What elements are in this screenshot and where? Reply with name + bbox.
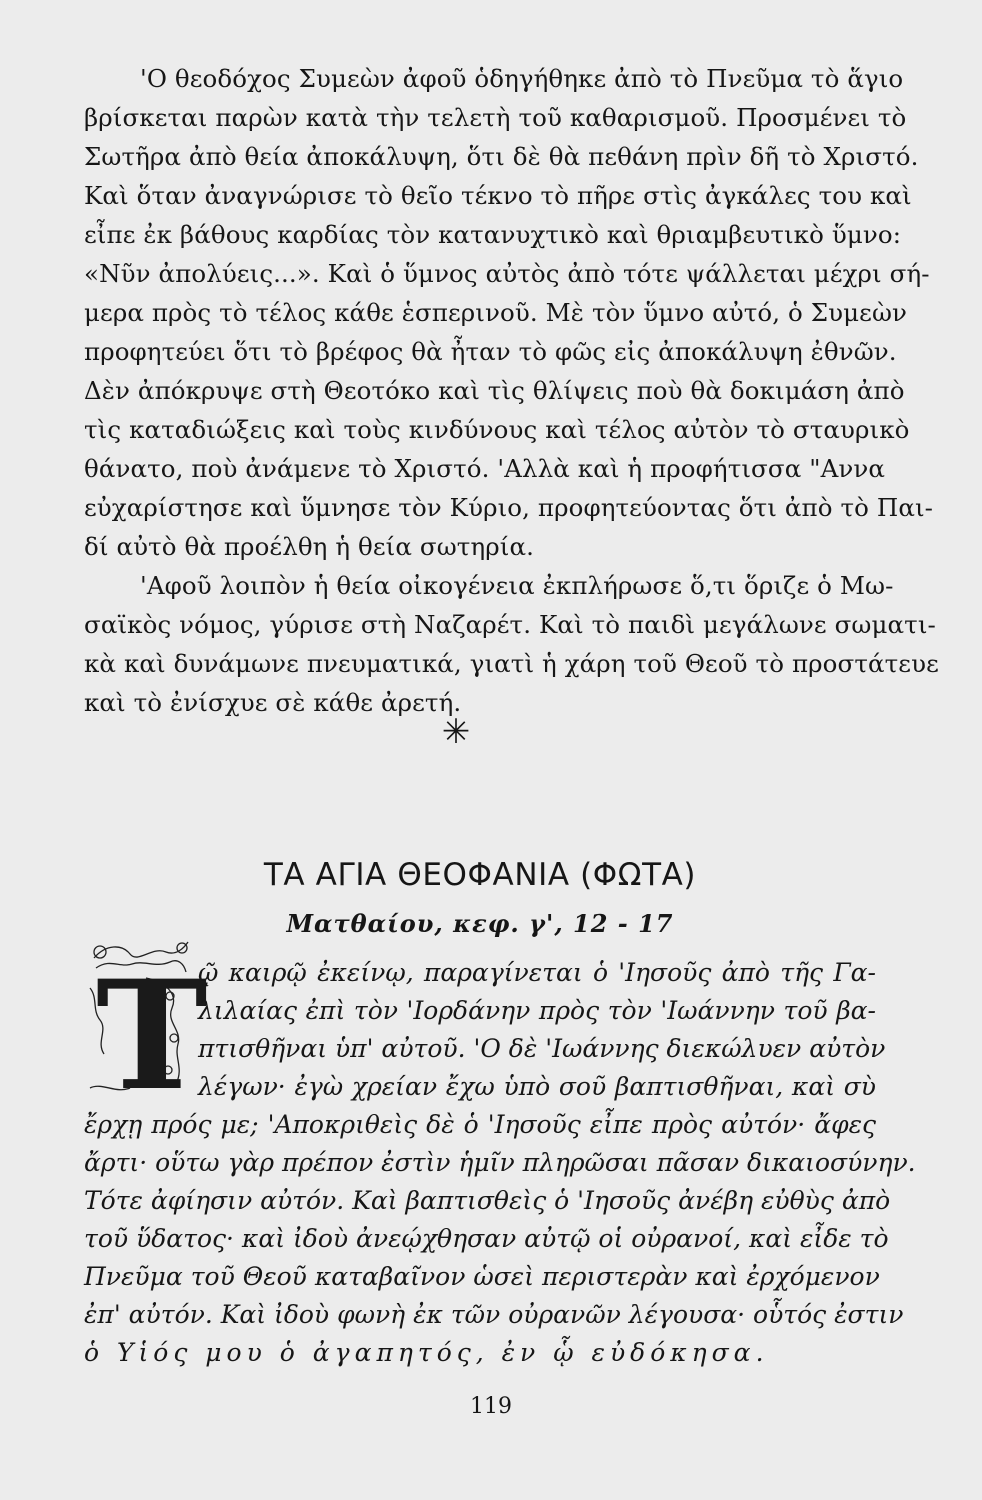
body-line: θάνατο, ποὺ ἀνάμενε τὸ Χριστό. 'Αλλὰ καὶ ἡ προφήτισσα "Αννα (84, 454, 886, 483)
body-line: εἶπε ἐκ βάθους καρδίας τὸν κατανυχτικὸ καὶ θριαμβευτικὸ ὕμνο: (84, 220, 902, 249)
scripture-reference: Ματθαίου, κεφ. γ', 12 - 17 (286, 909, 674, 938)
body-line: 'Ο θεοδόχος Συμεὼν ἀφοῦ ὁδηγήθηκε ἀπὸ τὸ Πνεῦμα τὸ ἅγιο (140, 64, 904, 93)
section-title: ΤΑ ΑΓΙΑ ΘΕΟΦΑΝΙΑ (ΦΩΤΑ) (263, 857, 697, 893)
gospel-line: Τότε ἀφίησιν αὐτόν. Καὶ βαπτισθεὶς ὁ 'Ιησοῦς ἀνέβη εὐθὺς ἀπὸ (84, 1186, 891, 1215)
body-line: «Νῦν ἀπολύεις...». Καὶ ὁ ὕμνος αὐτὸς ἀπὸ τότε ψάλλεται μέχρι σή- (84, 259, 930, 288)
body-line: 'Αφοῦ λοιπὸν ἡ θεία οἰκογένεια ἐκπλήρωσε ὅ,τι ὅριζε ὁ Μω- (140, 571, 894, 600)
gospel-line: Πνεῦμα τοῦ Θεοῦ καταβαῖνον ὡσεὶ περιστερὰν καὶ ἐρχόμενον (84, 1262, 880, 1291)
body-line: βρίσκεται παρὼν κατὰ τὴν τελετὴ τοῦ καθαρισμοῦ. Προσμένει τὸ (84, 103, 907, 132)
body-line: μερα πρὸς τὸ τέλος κάθε ἑσπερινοῦ. Μὲ τὸν ὕμνο αὐτό, ὁ Συμεὼν (84, 298, 908, 327)
gospel-line: πτισθῆναι ὑπ' αὐτοῦ. 'Ο δὲ 'Ιωάννης διεκώλυεν αὐτὸν (198, 1034, 886, 1063)
body-line: κὰ καὶ δυνάμωνε πνευματικά, γιατὶ ἡ χάρη τοῦ Θεοῦ τὸ προστάτευε (84, 649, 939, 678)
body-line: σαϊκὸς νόμος, γύρισε στὴ Ναζαρέτ. Καὶ τὸ παιδὶ μεγάλωνε σωματι- (84, 610, 936, 639)
body-line: Σωτῆρα ἀπὸ θεία ἀποκάλυψη, ὅτι δὲ θὰ πεθάνη πρὶν δῆ τὸ Χριστό. (84, 142, 919, 171)
gospel-line: ἐπ' αὐτόν. Καὶ ἰδοὺ φωνὴ ἐκ τῶν οὐρανῶν λέγουσα· οὗτός ἐστιν (84, 1300, 904, 1329)
gospel-line: λέγων· ἐγὼ χρείαν ἔχω ὑπὸ σοῦ βαπτισθῆναι, καὶ σὺ (198, 1072, 876, 1101)
gospel-line: λιλαίας ἐπὶ τὸν 'Ιορδάνην πρὸς τὸν 'Ιωάννην τοῦ βα- (198, 996, 876, 1025)
dropcap-ornament-icon (86, 938, 208, 1124)
body-line: Καὶ ὅταν ἀναγνώρισε τὸ θεῖο τέκνο τὸ πῆρε στὶς ἀγκάλες του καὶ (84, 181, 912, 210)
gospel-line: τοῦ ὕδατος· καὶ ἰδοὺ ἀνεῴχθησαν αὐτῷ οἱ οὐρανοί, καὶ εἶδε τὸ (84, 1224, 889, 1253)
gospel-line: ἄρτι· οὕτω γὰρ πρέπον ἐστὶν ἡμῖν πληρῶσαι πᾶσαν δικαιοσύνην. (84, 1148, 916, 1177)
body-line: τὶς καταδιώξεις καὶ τοὺς κινδύνους καὶ τέλος αὐτὸν τὸ σταυρικὸ (84, 415, 910, 444)
dropcap-letter: Τ (96, 948, 208, 1124)
section-separator-asterisk: ✳ (441, 712, 471, 752)
body-line: εὐχαρίστησε καὶ ὕμνησε τὸν Κύριο, προφητεύοντας ὅτι ἀπὸ τὸ Παι- (84, 493, 934, 522)
ornamental-dropcap (86, 938, 208, 1124)
gospel-line: ἔρχῃ πρός με; 'Αποκριθεὶς δὲ ὁ 'Ιησοῦς εἶπε πρὸς αὐτόν· ἄφες (84, 1110, 876, 1139)
gospel-line: ῷ καιρῷ ἐκείνῳ, παραγίνεται ὁ 'Ιησοῦς ἀπὸ τῆς Γα- (198, 958, 876, 987)
body-line: Δὲν ἀπόκρυψε στὴ Θεοτόκο καὶ τὶς θλίψεις ποὺ θὰ δοκιμάση ἀπὸ (84, 376, 905, 405)
page-number: 119 (470, 1394, 512, 1419)
body-line: καὶ τὸ ἐνίσχυε σὲ κάθε ἀρετή. (84, 688, 462, 717)
body-line: προφητεύει ὅτι τὸ βρέφος θὰ ἦταν τὸ φῶς εἰς ἀποκάλυψη ἐθνῶν. (84, 337, 897, 366)
gospel-line: ὁ Υἱός μου ὁ ἀγαπητός, ἐν ᾧ εὐδόκησα. (84, 1338, 769, 1367)
body-line: δί αὐτὸ θὰ προέλθη ἡ θεία σωτηρία. (84, 532, 534, 561)
